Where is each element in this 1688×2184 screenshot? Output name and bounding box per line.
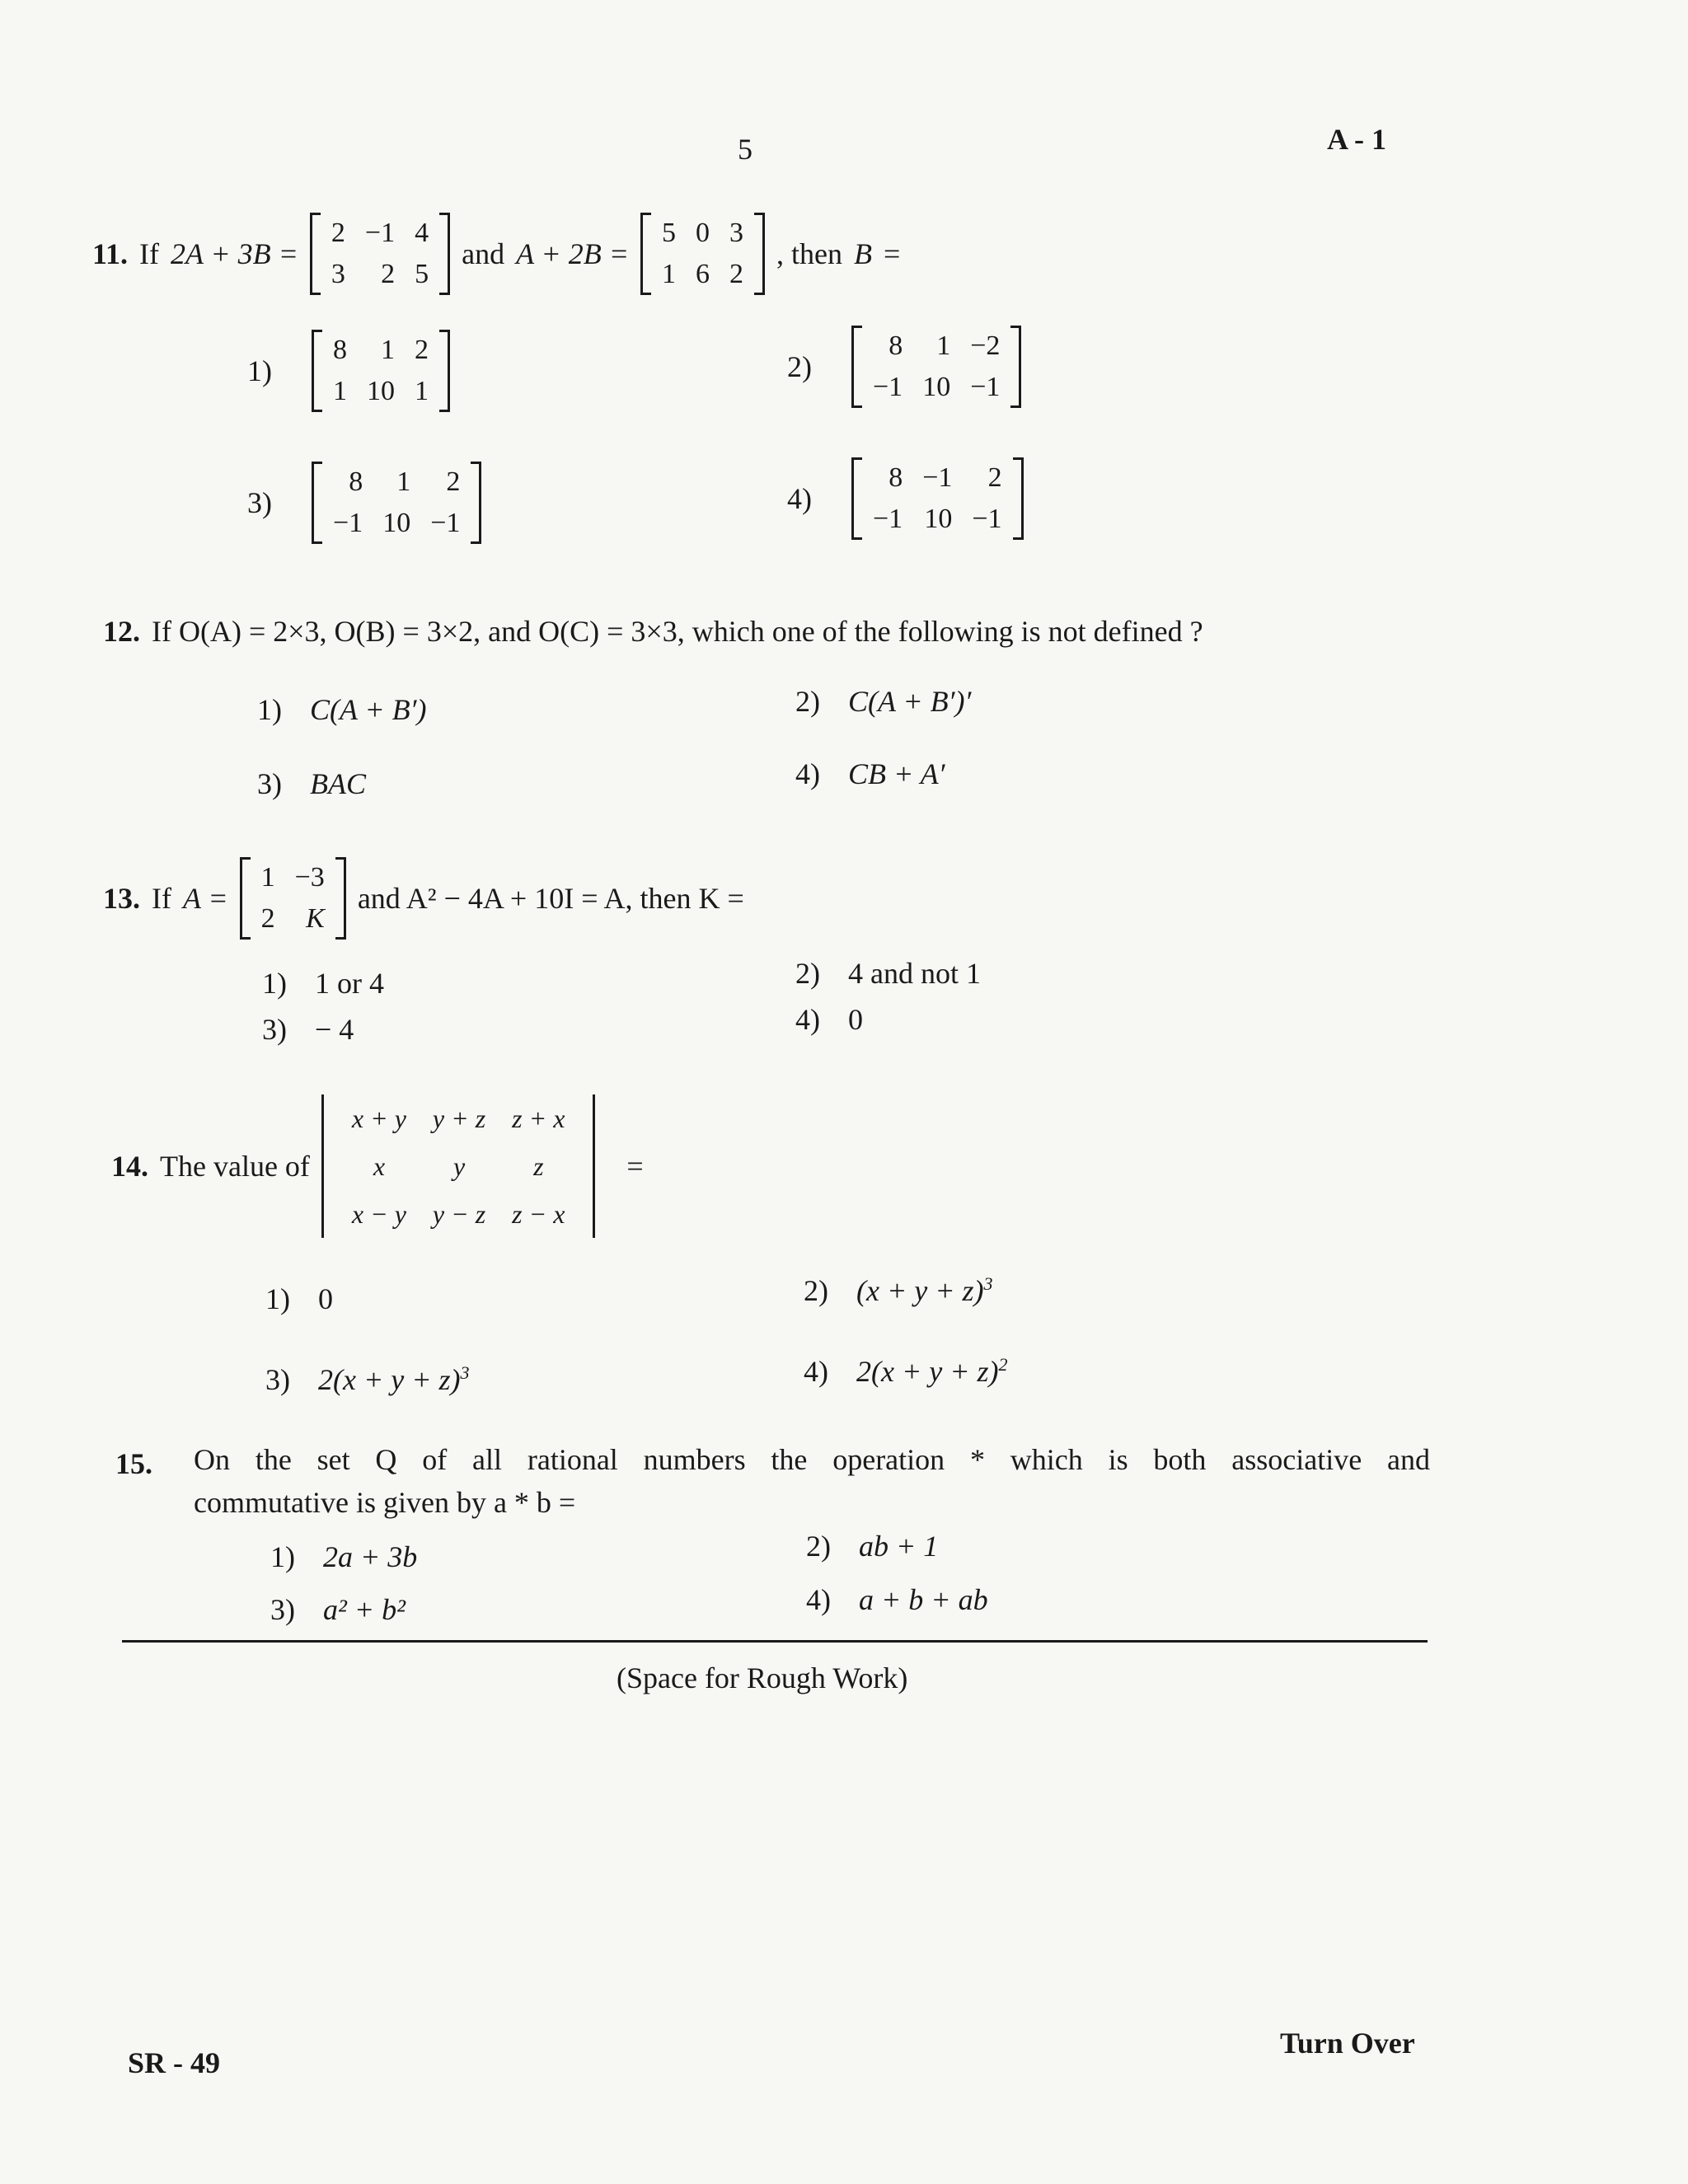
q15-option-4[interactable]: 4) a + b + ab	[806, 1583, 988, 1616]
q14-option-3[interactable]: 3) $2(x + y + z)^3$	[265, 1362, 470, 1396]
equation-lhs-2: A + 2B =	[516, 237, 630, 270]
q13-option-2[interactable]: 2) 4 and not 1	[795, 957, 981, 990]
rough-work-label: (Space for Rough Work)	[617, 1661, 908, 1694]
equals-sign: =	[626, 1150, 644, 1183]
footer-code: SR - 49	[128, 2046, 221, 2079]
question-11	[92, 213, 900, 295]
question-text-line-1: On the set Q of all rational numbers the operation * which is both associative and	[194, 1443, 1430, 1476]
q13-option-4[interactable]: 4) 0	[795, 1003, 863, 1036]
q12-option-2[interactable]: 2) C(A + B′)′	[795, 685, 972, 718]
q15-option-1[interactable]: 1) 2a + 3b	[270, 1540, 418, 1573]
question-text: and A² − 4A + 10I = A, then K =	[357, 882, 744, 915]
option-matrix: 8 1 2 1 10 1	[312, 330, 450, 412]
q13-option-3[interactable]: 3) − 4	[262, 1013, 354, 1046]
equals-sign: =	[884, 237, 901, 270]
question-number: 12.	[103, 615, 140, 648]
divider-line	[122, 1640, 1428, 1643]
and-word: and	[462, 237, 505, 270]
q12-option-3[interactable]: 3) BAC	[257, 767, 366, 800]
if-word: If	[139, 237, 159, 270]
option-matrix: 8 1 2 −1 10 −1	[312, 462, 481, 544]
equation-lhs: A =	[182, 882, 228, 915]
q12-option-4[interactable]: 4) CB + A′	[795, 757, 945, 790]
variable-b: B	[854, 237, 872, 270]
page-number: 5	[738, 133, 753, 166]
question-12	[103, 614, 1203, 649]
q15-option-3[interactable]: 3) a² + b²	[270, 1593, 406, 1626]
question-number: 13.	[103, 882, 140, 915]
q14-option-2[interactable]: 2) $(x + y + z)^3$	[804, 1273, 993, 1307]
question-number: 14.	[111, 1150, 148, 1183]
q14-option-4[interactable]: 4) $2(x + y + z)^2$	[804, 1354, 1008, 1388]
then-word: , then	[776, 237, 842, 270]
q14-option-1[interactable]: 1) 0	[265, 1282, 333, 1315]
q11-option-3[interactable]: 3) 8 1 2 −1 10 −1	[247, 462, 481, 544]
q13-option-1[interactable]: 1) 1 or 4	[262, 967, 384, 1000]
q11-option-2[interactable]: 2) 8 1 −2 −1 10 −1	[787, 326, 1021, 408]
question-number: 15.	[115, 1447, 152, 1480]
q12-option-1[interactable]: 1) C(A + B′)	[257, 693, 427, 726]
question-text: The value of	[160, 1150, 310, 1183]
if-word: If	[152, 882, 171, 915]
question-15	[115, 1446, 152, 1481]
question-text-line-2: commutative is given by a * b =	[194, 1486, 576, 1519]
paper-code: A - 1	[1327, 123, 1386, 156]
question-text: If O(A) = 2×3, O(B) = 3×2, and O(C) = 3×3, which one of the following is not defined ?	[152, 615, 1203, 648]
turn-over-label: Turn Over	[1280, 2027, 1415, 2060]
question-13	[103, 857, 744, 940]
equation-lhs-1: 2A + 3B =	[171, 237, 298, 270]
matrix-a: 1 −3 2 K	[240, 857, 346, 940]
option-matrix: 8 1 −2 −1 10 −1	[851, 326, 1021, 408]
q11-option-4[interactable]: 4) 8 −1 2 −1 10 −1	[787, 457, 1024, 540]
question-number: 11.	[92, 237, 129, 270]
matrix-2: 5 0 3 1 6 2	[640, 213, 765, 295]
option-matrix: 8 −1 2 −1 10 −1	[851, 457, 1024, 540]
question-14	[111, 1094, 644, 1238]
determinant: x + y y + z z + x x y z x − y y − z z − x	[321, 1094, 596, 1238]
q15-option-2[interactable]: 2) ab + 1	[806, 1530, 939, 1563]
q11-option-1[interactable]: 1) 8 1 2 1 10 1	[247, 330, 450, 412]
matrix-1: 2 −1 4 3 2 5	[310, 213, 450, 295]
